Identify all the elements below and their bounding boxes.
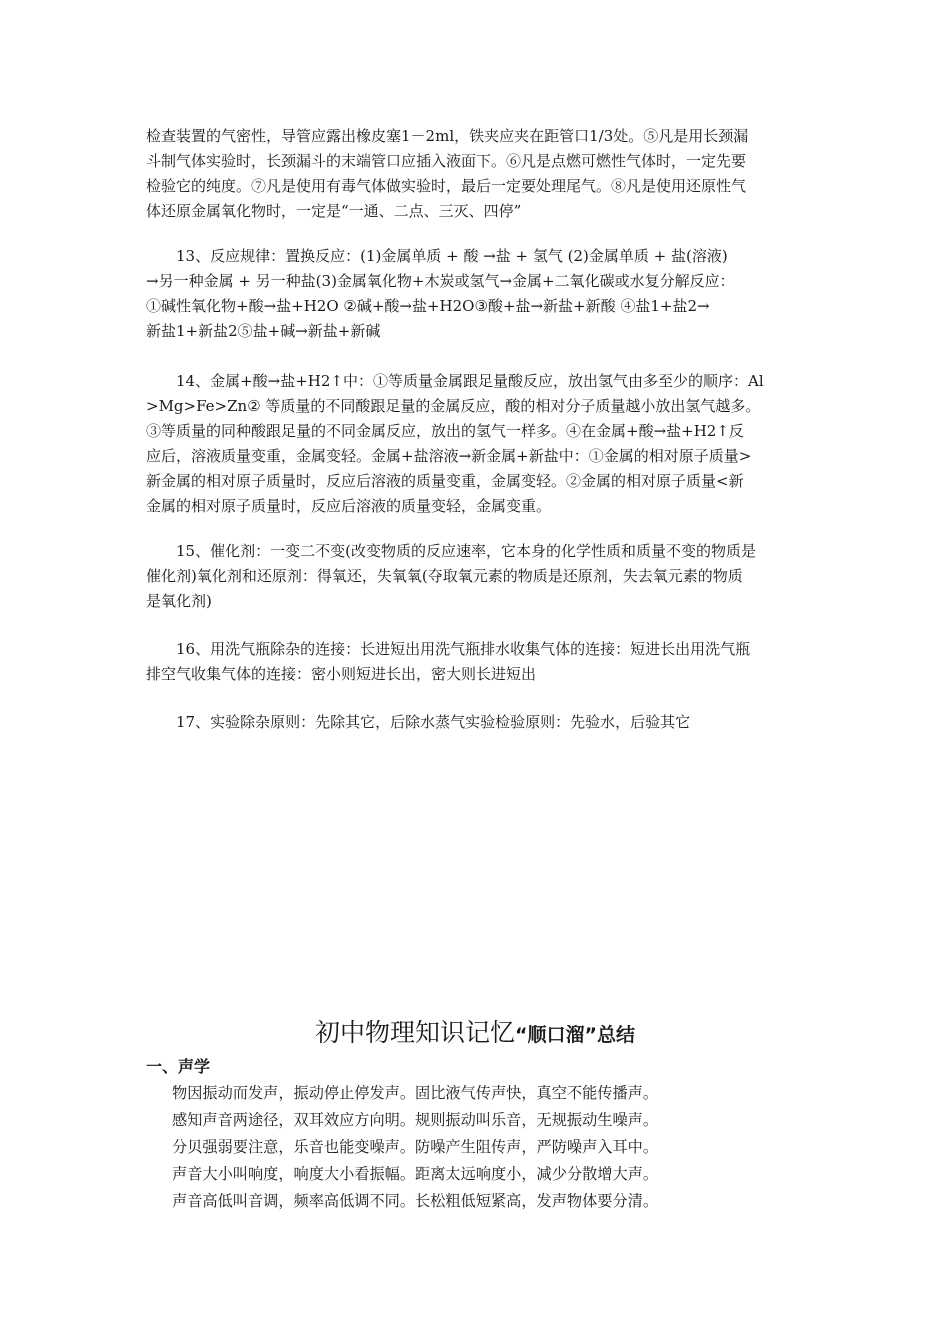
verse-line: 物因振动而发声，振动停止停发声。固比液气传声快，真空不能传播声。 <box>172 1084 658 1102</box>
paragraph-16-gas-washing <box>146 637 810 687</box>
section-heading-acoustics: 一、声学 <box>146 1057 211 1076</box>
text-line: 新盐1+新盐2⑤盐+碱→新盐+新碱 <box>146 322 381 340</box>
text-line: 新金属的相对原子质量时，反应后溶液的质量变重，金属变轻。②金属的相对原子质量<新 <box>146 472 744 490</box>
paragraph-17-impurity-removal <box>146 710 810 735</box>
text-line: 检验它的纯度。⑦凡是使用有毒气体做实验时，最后一定要处理尾气。⑧凡是使用还原性气 <box>146 177 747 195</box>
verse-line: 感知声音两途径，双耳效应方向明。规则振动叫乐音，无规振动生噪声。 <box>172 1111 658 1129</box>
text-line: 斗制气体实验时，长颈漏斗的末端管口应插入液面下。⑥凡是点燃可燃性气体时，一定先要 <box>146 152 747 170</box>
text-line: 17、实验除杂原则：先除其它，后除水蒸气实验检验原则：先验水，后验其它 <box>146 713 691 731</box>
text-line: 体还原金属氧化物时，一定是“一通、二点、三灭、四停” <box>146 202 522 220</box>
text-line: →另一种金属 + 另一种盐(3)金属氧化物+木炭或氢气→金属+二氧化碳或水复分解反应： <box>146 272 735 290</box>
verse-line: 分贝强弱要注意，乐音也能变噪声。防噪产生阻传声，严防噪声入耳中。 <box>172 1138 658 1156</box>
title-main: 初中物理知识记忆 <box>315 1018 516 1047</box>
paragraph-12-continued <box>146 124 810 224</box>
text-line: 排空气收集气体的连接：密小则短进长出，密大则长进短出 <box>146 665 537 683</box>
text-line: 15、催化剂：一变二不变(改变物质的反应速率，它本身的化学性质和质量不变的物质是 <box>146 542 756 560</box>
title-sub: “顺口溜”总结 <box>515 1024 635 1046</box>
paragraph-15-catalyst <box>146 539 810 614</box>
text-line: 检查装置的气密性，导管应露出橡皮塞1－2ml，铁夹应夹在距管口1/3处。⑤凡是用长颈漏 <box>146 127 749 145</box>
page-title <box>0 1013 950 1049</box>
paragraph-13-reaction-rules <box>146 244 810 344</box>
paragraph-14-metal-acid <box>146 369 810 519</box>
text-line: 是氧化剂) <box>146 592 212 610</box>
verse-line: 声音高低叫音调，频率高低调不同。长松粗低短紧高，发声物体要分清。 <box>172 1192 658 1210</box>
text-line: ③等质量的同种酸跟足量的不同金属反应，放出的氢气一样多。④在金属+酸→盐+H2↑反 <box>146 422 744 440</box>
text-line: 14、金属+酸→盐+H2↑中：①等质量金属跟足量酸反应，放出氢气由多至少的顺序：Al <box>146 372 764 390</box>
text-line: >Mg>Fe>Zn② 等质量的不同酸跟足量的金属反应，酸的相对分子质量越小放出氢气越多。 <box>146 397 761 415</box>
text-line: 催化剂)氧化剂和还原剂：得氧还，失氧氧(夺取氧元素的物质是还原剂，失去氧元素的物质 <box>146 567 743 585</box>
text-line: ①碱性氧化物+酸→盐+H2O ②碱+酸→盐+H2O③酸+盐→新盐+新酸 ④盐1+盐2→ <box>146 297 710 315</box>
text-line: 金属的相对原子质量时，反应后溶液的质量变轻，金属变重。 <box>146 497 552 515</box>
verse-line: 声音大小叫响度，响度大小看振幅。距离太远响度小，减少分散增大声。 <box>172 1165 658 1183</box>
text-line: 16、用洗气瓶除杂的连接：长进短出用洗气瓶排水收集气体的连接：短进长出用洗气瓶 <box>146 640 751 658</box>
text-line: 13、反应规律：置换反应：(1)金属单质 + 酸 →盐 + 氢气 (2)金属单质 + 盐(溶液) <box>146 247 728 265</box>
acoustics-verse <box>172 1080 658 1215</box>
text-line: 应后，溶液质量变重，金属变轻。金属+盐溶液→新金属+新盐中：①金属的相对原子质量> <box>146 447 752 465</box>
